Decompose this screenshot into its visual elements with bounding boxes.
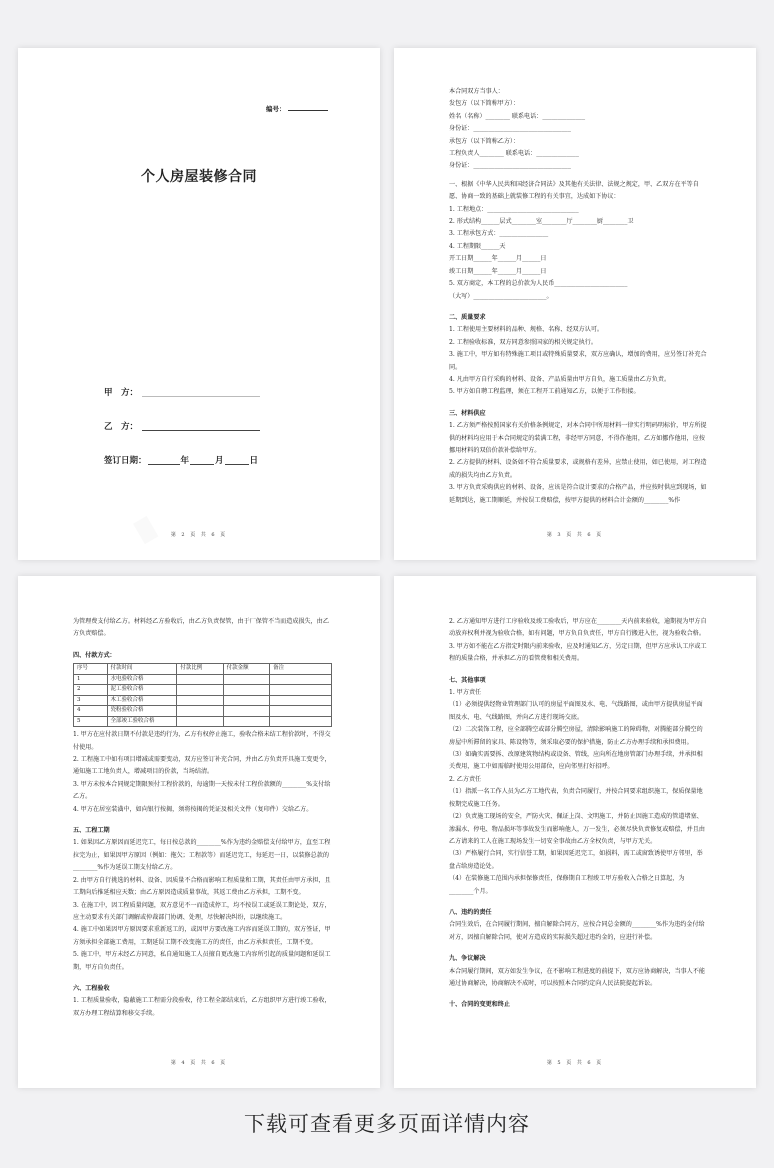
table-cell: 水电验收合格 <box>107 674 177 685</box>
table-cell: 全部竣工验收合格 <box>107 716 177 727</box>
table-header-row <box>74 664 332 675</box>
table-cell: 2 <box>74 685 108 696</box>
clause-line: 3. 在施工中，因工程质量问题，双方意见不一而造成停工，均不按误工或延误工期论处，双方，应主动要求有关部门调解或仲裁部门协调、处理，尽快解决纠纷，以继续施工。 <box>73 901 331 921</box>
table-cell <box>177 695 223 706</box>
table-header-cell: 付款金额 <box>223 664 269 675</box>
clause-line: 2. 由甲方自行挑选的材料、设备、因质量不合格而影响工程质量和工期，其责任由甲方承担，且工期向后推延相应天数；由乙方原因造成质量事故，其返工费由乙方承担，工期不变。 <box>73 876 331 897</box>
page-body <box>449 86 708 507</box>
clause-line: 合同生效后，在合同履行期间，擅自解除合同方，应按合同总金额的________%作为违约金付给对方，因擅自解除合同，使对方造成的实际损失超过违约金的，应进行补偿。 <box>449 921 705 941</box>
clause-line: 1. 工程地点：______________________________ <box>449 205 579 213</box>
document-page-cover <box>18 48 380 560</box>
table-cell: 1 <box>74 674 108 685</box>
table-cell <box>223 685 269 696</box>
clause-line: （2）二次装饰工程，应全部腾空或部分腾空房屋，清除影响施工的障碍物，对腾能部分腾空的房屋中所滞留的家具、陈设物等，须采取必要的保护措施，防止乙方办理手续和承担费用。 <box>449 726 703 746</box>
clause-line: 5. 甲方如自聘工程监理，须在工程开工前通知乙方，以便于工作衔接。 <box>449 388 640 396</box>
section-heading: 九、争议解决 <box>449 955 486 963</box>
table-cell: 瓷粉验收合格 <box>107 706 177 717</box>
clause-line: （3）如确实需要拆、改原建筑物结构或设备、管线，应向所在地房管部门办理手续，并承担相关费用，施工中如需临时使用公用部位，应向邻里打好招呼。 <box>449 751 703 771</box>
clause-line: 1. 甲方责任 <box>449 689 482 697</box>
clause-list <box>73 995 332 1020</box>
table-row <box>74 674 332 685</box>
clause-line: 2. 工程施工中如有项目增减或需要变动，双方应签订补充合同，并由乙方负责开具施工变更令，通知施工工地负责人，增减项目的价款，当场结清。 <box>73 756 331 776</box>
table-cell <box>177 706 223 717</box>
payment-table <box>73 663 332 727</box>
clause-line: 竣工日期______年______月______日 <box>449 267 547 275</box>
table-row <box>74 695 332 706</box>
download-more-caption: 下载可查看更多页面详情内容 <box>244 1112 530 1136</box>
parties-block <box>449 86 708 173</box>
clause-list <box>73 729 332 816</box>
page-footer: 第 2 页 共 6 页 <box>170 532 228 538</box>
clause-line: 4. 凡由甲方自行采购的材料、设备、产品质量由甲方自负，施工质量由乙方负责。 <box>449 375 671 383</box>
clause-line: 发包方（以下简称甲方）： <box>449 100 520 108</box>
clause-line: 身份证：________________________________ <box>449 125 571 133</box>
table-cell <box>270 674 332 685</box>
paragraph: 为管理费支付给乙方。材料经乙方验收后，由乙方负责保管，由于厂保管不当而造成损失，由乙方负责赔偿。 <box>73 618 329 638</box>
section-heading: 二、质量要求 <box>449 313 486 321</box>
section-heading: 八、违约的责任 <box>449 908 492 916</box>
table-cell <box>177 716 223 727</box>
page-body <box>449 616 708 1012</box>
clause-line: 5. 施工中，甲方未经乙方同意，私自通知施工人员擅自更改施工内容所引起的质量问题和延误工期，甲方自负责任。 <box>73 951 331 971</box>
table-cell <box>223 674 269 685</box>
section-heading: 七、其他事项 <box>449 676 486 684</box>
clause-list <box>449 204 708 303</box>
page-footer: 第 3 页 共 6 页 <box>546 532 604 538</box>
paragraph: 一、根据《中华人民共和国经济合同法》及其他有关法律、法规之规定，甲、乙双方在平等自愿、协商一致的基础上就装修工程的有关事宜，达成如下协议： <box>449 180 699 201</box>
table-row <box>74 716 332 727</box>
table-row <box>74 685 332 696</box>
table-cell <box>223 716 269 727</box>
table-header-cell: 备注 <box>270 664 332 675</box>
clause-line: 3. 甲方未按本合同规定期限预付工程价款的，每逾期一天按未付工程价款额的________%支付给乙方。 <box>73 780 331 801</box>
section-heading: 六、工程验收 <box>73 984 110 992</box>
clause-line: 3. 甲方负责采购供应的材料、设备，应该是符合设计要求的合格产品，并应按时供应到现场，如延期到达，施工期顺延，并按误工费赔偿，按甲方提供的材料合计金额的________%作 <box>449 484 707 504</box>
clause-line: 开工日期______年______月______日 <box>449 255 547 263</box>
clause-line: 2. 工程验收标准，双方同意参照国家的相关规定执行。 <box>449 338 597 346</box>
table-cell: 泥工验收合格 <box>107 685 177 696</box>
table-row <box>74 706 332 717</box>
table-header-cell: 付款时间 <box>107 664 177 675</box>
clause-list <box>449 687 708 898</box>
page-title: 个人房屋装修合同 <box>141 169 257 185</box>
clause-line: （3）严格履行合同，实行信誉工期，如果因延迟完工，如损料，需工或窗致诱使甲方邻里，举盘占给房造论处。 <box>449 850 703 870</box>
clause-line: 1. 工程使用主要材料的品种、规格、名称、经双方认可。 <box>449 326 604 334</box>
clause-line: 4. 工程期限______天 <box>449 242 506 250</box>
clause-line: 2. 乙方责任 <box>449 775 482 783</box>
table-cell: 木工验收合格 <box>107 695 177 706</box>
table-cell: 5 <box>74 716 108 727</box>
document-page <box>394 48 756 560</box>
table-cell <box>270 695 332 706</box>
clause-line: 本合同双方当事人： <box>449 88 504 95</box>
page-footer: 第 5 页 共 6 页 <box>546 1060 604 1066</box>
clause-line: 2. 乙方提供的材料、设备如不符合质量要求，或规格有差异，应禁止使用，如已使用，对工程造成的损失均由乙方负责。 <box>449 459 707 479</box>
sign-date-field: 签订日期： 年 月 日 <box>104 456 259 466</box>
party-a-field: 甲 方： <box>104 386 260 398</box>
clause-list <box>449 616 708 666</box>
table-cell: 3 <box>74 695 108 706</box>
clause-line: 3. 甲方如不能在乙方指定时限内前来验收，应及时通知乙方，另定日期，但甲方应承认工序或工程的质量合格，并承担乙方的看管费和相关费用。 <box>449 642 707 663</box>
table-header-cell: 付款比例 <box>177 664 223 675</box>
clause-line: 姓名（名称）________ 联系电话：______________ <box>449 112 585 120</box>
clause-line: 本合同履行期间，双方如发生争议，在不影响工程进度的前提下，双方应协商解决，当事人不能通过协商解决，协商解决不成时，可以按照本合同约定向人民法院提起诉讼。 <box>449 967 705 987</box>
clause-line: 1. 如果因乙方原因而延迟完工，每日按总款的________%作为违约金赔偿支付给甲方，直至工程拉完为止，如果因甲方原因（例如：拖欠；工程款等）而延迟完工，每延迟一日，以装修总款的________%作为延误工期支付给乙方。 <box>73 839 331 872</box>
document-page <box>394 576 756 1088</box>
table-header-cell: 序号 <box>74 664 108 675</box>
clause-line: （4）在装修施工范围内承担保修责任，保修期自工程竣工甲方验收入合格之日算起，为________个月。 <box>449 875 685 895</box>
party-b-field: 乙 方： <box>104 420 260 432</box>
document-page <box>18 576 380 1088</box>
table-cell <box>223 706 269 717</box>
table-cell <box>177 685 223 696</box>
clause-line: （2）负责施工现场的安全，严防火灾、佩证上岗、文明施工，并防止因施工造成的管道堵塞、渗漏水、停电、物品损坏等事故发生而影响他人，万一发生，必须尽快负责修复或赔偿，并且由乙方请来的工人在施工现场发生一切安全事故由乙方全权负责，与甲方无关。 <box>449 813 705 845</box>
clause-line: 3. 工程承包方式：________________ <box>449 230 549 238</box>
page-body <box>73 616 332 1020</box>
clause-line: 2. 形式结构______层式________室________厅________厨________卫 <box>449 218 634 226</box>
watermark <box>133 516 158 544</box>
page-footer: 第 4 页 共 6 页 <box>170 1060 228 1066</box>
table-cell <box>223 695 269 706</box>
clause-list <box>449 324 708 398</box>
contract-number: 编号： <box>266 104 328 113</box>
clause-list <box>449 919 708 944</box>
clause-list <box>73 837 332 973</box>
clause-line: 1. 乙方须严格按照国家有关价格条例规定，对本合同中所用材料一律实行明码明标价，甲方所提供的材料均应用于本合同规定的装满工程，非经甲方同意，不得作他用，乙方如挪作他用，应按挪用材料的双倍价款补偿给甲方。 <box>449 422 707 454</box>
clause-line: 4. 施工中如果因甲方原因要求重新返工的，或因甲方要改施工内容而延误工期的，双方签证，甲方须承担全部施工费用，工期延误工期不改变施工方的责任，由乙方承担责任，工期不变。 <box>73 926 331 946</box>
clause-list <box>449 420 708 507</box>
clause-line: 2. 乙方通知甲方进行工序验收及竣工验收后，甲方应在________天内前来验收，逾期视为甲方自动放弃权利并视为验收合格，如有问题，甲方负自负责任，甲方自行搬进入住，视为验收合格。 <box>449 618 707 638</box>
table-cell <box>270 716 332 727</box>
clause-line: 4. 甲方在居室装潢中，如向银行按揭，须将按揭的凭证及相关文件（复印件）交给乙方。 <box>73 805 313 813</box>
table-cell: 4 <box>74 706 108 717</box>
clause-line: 工程负责人________ 联系电话：______________ <box>449 150 579 158</box>
clause-line: 1. 甲方在应付款日期不付款是违约行为，乙方有权停止施工，验收合格未结工程价款时，不得交付使用。 <box>73 731 331 751</box>
clause-list <box>449 966 708 991</box>
clause-line: 身份证：________________________________ <box>449 162 571 170</box>
table-cell <box>270 706 332 717</box>
clause-line: （大写）________________________。 <box>449 292 553 300</box>
section-heading: 五、工程工期 <box>73 827 110 835</box>
clause-line: 承包方（以下简称乙方）： <box>449 137 520 145</box>
section-heading: 四、付款方式： <box>73 651 116 659</box>
clause-line: 3. 施工中，甲方如有特殊施工项目或特殊质量要求，双方应确认，增加的费用，应另签订补充合同。 <box>449 351 707 371</box>
clause-line: （1）必须提供经物业管理部门认可的房屋平面图及水、电、气线路图，或由甲方提供房屋平面图及水、电、气线路图，并向乙方进行现场交底。 <box>449 701 703 721</box>
section-heading: 三、材料供应 <box>449 409 486 417</box>
clause-line: 5. 双方商定，本工程的总价款为人民币________________________ <box>449 280 628 288</box>
section-heading: 十、合同的变更和终止 <box>449 1001 510 1009</box>
clause-line: 1. 工程质量验收，隐蔽施工工程需分段验收，待工程全部结束后，乙方组织甲方进行竣工验收，双方办理工程结算和移交手续。 <box>73 997 331 1017</box>
table-cell <box>270 685 332 696</box>
clause-line: （1）指派一名工作人员为乙方工地代表，负责合同履行，并按合同要求组织施工，保质保量地按期完成施工任务。 <box>449 788 703 808</box>
table-cell <box>177 674 223 685</box>
